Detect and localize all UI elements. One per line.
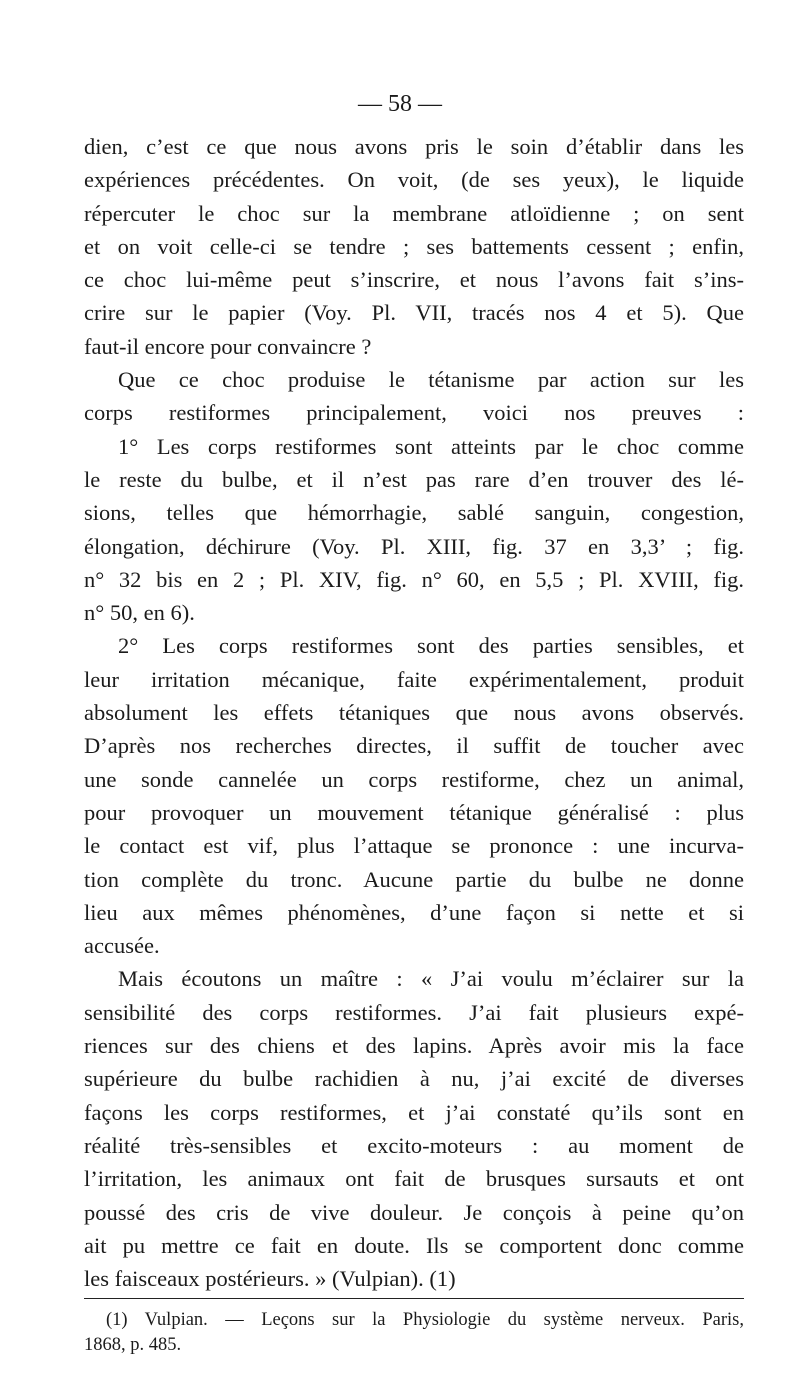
- footnote-divider: [84, 1298, 744, 1299]
- text-line: les faisceaux postérieurs. » (Vulpian). (1): [84, 1266, 456, 1292]
- text-line: réalité très-sensibles et excito-moteurs : au moment de: [84, 1132, 744, 1158]
- text-line: pour provoquer un mouvement tétanique généralisé : plus: [84, 799, 744, 825]
- text-line: tion complète du tronc. Aucune partie du bulbe ne donne: [84, 866, 744, 892]
- text-line: sensibilité des corps restiformes. J’ai fait plusieurs expé-: [84, 999, 744, 1025]
- page-number: — 58 —: [358, 91, 442, 117]
- text-line: élongation, déchirure (Voy. Pl. XIII, fig. 37 en 3,3’ ; fig.: [84, 533, 744, 559]
- text-line: une sonde cannelée un corps restiforme, chez un animal,: [84, 766, 744, 792]
- text-line: n° 32 bis en 2 ; Pl. XIV, fig. n° 60, en 5,5 ; Pl. XVIII, fig.: [84, 566, 744, 592]
- text-line: façons les corps restiformes, et j’ai constaté qu’ils sont en: [84, 1099, 744, 1125]
- text-line: 2° Les corps restiformes sont des parties sensibles, et: [118, 633, 744, 659]
- text-line: absolument les effets tétaniques que nous avons observés.: [84, 700, 744, 726]
- text-line: l’irritation, les animaux ont fait de brusques sursauts et ont: [84, 1166, 744, 1192]
- text-line: sions, telles que hémorrhagie, sablé sanguin, congestion,: [84, 500, 744, 526]
- text-line: n° 50, en 6).: [84, 600, 195, 626]
- text-line: accusée.: [84, 933, 160, 959]
- text-line: ce choc lui-même peut s’inscrire, et nous l’avons fait s’ins-: [84, 267, 744, 293]
- text-line: répercuter le choc sur la membrane atloïdienne ; on sent: [84, 200, 744, 226]
- text-line: leur irritation mécanique, faite expérimentalement, produit: [84, 666, 744, 692]
- text-line: D’après nos recherches directes, il suffit de toucher avec: [84, 733, 744, 759]
- body-text: [84, 130, 744, 1295]
- text-line: expériences précédentes. On voit, (de ses yeux), le liquide: [84, 167, 744, 193]
- text-line: le contact est vif, plus l’attaque se prononce : une incurva-: [84, 833, 744, 859]
- text-line: riences sur des chiens et des lapins. Après avoir mis la face: [84, 1033, 744, 1059]
- footnote: [84, 1308, 744, 1358]
- text-line: crire sur le papier (Voy. Pl. VII, tracés nos 4 et 5). Que: [84, 300, 744, 326]
- footnote-line: (1) Vulpian. — Leçons sur la Physiologie du système nerveux. Paris,: [106, 1310, 744, 1330]
- text-line: 1° Les corps restiformes sont atteints par le choc comme: [118, 433, 744, 459]
- text-line: et on voit celle-ci se tendre ; ses battements cessent ; enfin,: [84, 233, 744, 259]
- text-line: ait pu mettre ce fait en doute. Ils se comportent donc comme: [84, 1232, 744, 1258]
- text-line: dien, c’est ce que nous avons pris le soin d’établir dans les: [84, 134, 744, 159]
- text-line: Mais écoutons un maître : « J’ai voulu m’éclairer sur la: [118, 966, 744, 992]
- text-line: corps restiformes principalement, voici nos preuves :: [84, 400, 744, 426]
- text-line: lieu aux mêmes phénomènes, d’une façon si nette et si: [84, 899, 744, 925]
- text-line: faut-il encore pour convaincre ?: [84, 333, 372, 359]
- footnote-line: 1868, p. 485.: [84, 1335, 182, 1355]
- text-line: poussé des cris de vive douleur. Je conçois à peine qu’on: [84, 1199, 744, 1225]
- text-line: le reste du bulbe, et il n’est pas rare d’en trouver des lé-: [84, 466, 744, 492]
- text-line: supérieure du bulbe rachidien à nu, j’ai excité de diverses: [84, 1066, 744, 1092]
- text-line: Que ce choc produise le tétanisme par action sur les: [118, 367, 744, 393]
